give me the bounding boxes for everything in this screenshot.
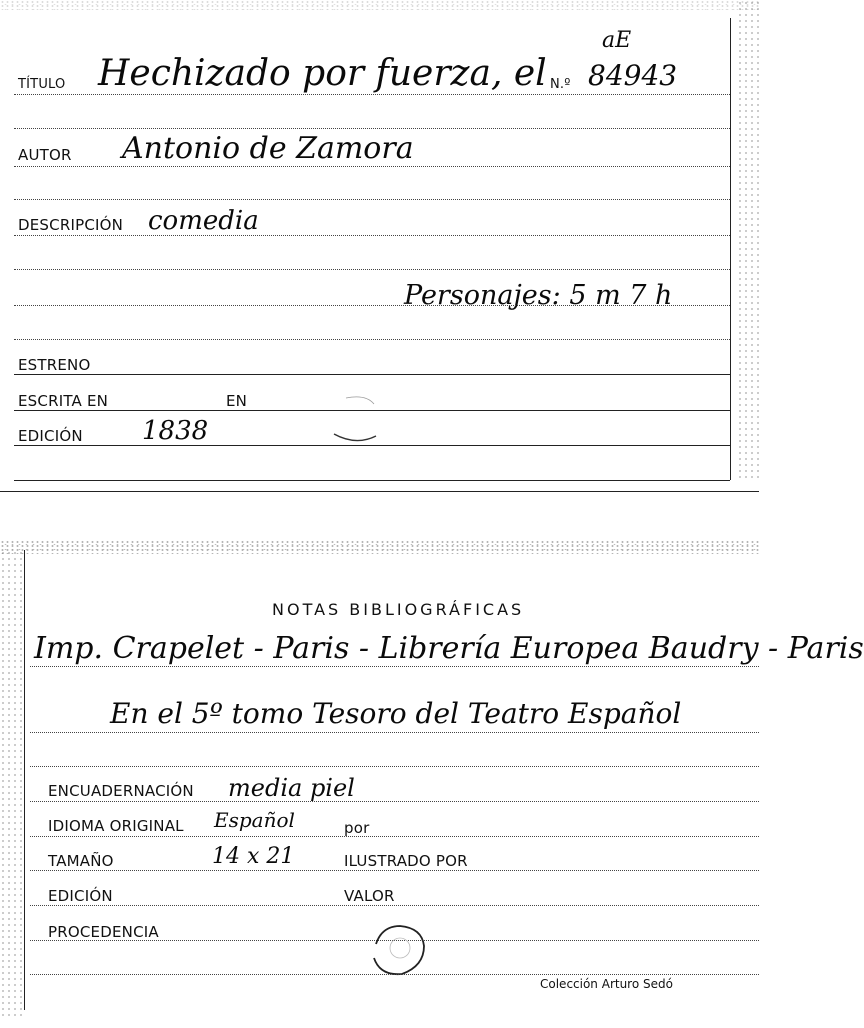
- corner-mark: aE: [602, 28, 632, 53]
- rule: [14, 128, 730, 129]
- notas-heading: NOTAS BIBLIOGRÁFICAS: [272, 600, 525, 619]
- card-edge-texture: [0, 550, 22, 1020]
- collection-credit: Colección Arturo Sedó: [540, 977, 673, 991]
- escrita-label: ESCRITA EN: [18, 392, 109, 410]
- numero-label: N.º: [550, 77, 571, 92]
- autor-line: [14, 166, 730, 167]
- idioma-line: [30, 836, 759, 837]
- front-card: [0, 0, 759, 492]
- card-top-texture: [0, 540, 759, 554]
- autor-label: AUTOR: [18, 146, 72, 164]
- note-line-2: En el 5º tomo Tesoro del Teatro Español: [110, 697, 682, 730]
- personajes-note: Personajes: 5 m 7 h: [404, 280, 673, 311]
- tamano-line: [30, 870, 759, 871]
- card-right-border: [730, 18, 731, 480]
- descripcion-line: [14, 235, 730, 236]
- encuadernacion-label: ENCUADERNACIÓN: [48, 782, 194, 800]
- titulo-label: TÍTULO: [18, 77, 66, 92]
- estreno-line: [14, 374, 730, 375]
- back-card: [0, 540, 864, 1028]
- edicion-label: EDICIÓN: [18, 427, 83, 445]
- edicion-line: [30, 905, 759, 906]
- encuadernacion-value: media piel: [228, 774, 355, 802]
- edicion-value: 1838: [142, 416, 209, 446]
- card-left-border: [24, 550, 25, 1010]
- rule: [30, 974, 759, 975]
- rule: [14, 305, 730, 306]
- descripcion-label: DESCRIPCIÓN: [18, 216, 124, 234]
- valor-label: VALOR: [344, 887, 395, 905]
- edicion-label: EDICIÓN: [48, 887, 113, 905]
- card-bottom-edge: [0, 491, 759, 492]
- rule: [14, 339, 730, 340]
- estreno-label: ESTRENO: [18, 356, 91, 374]
- por-label: por: [344, 819, 370, 837]
- faint-stamp-icon: [326, 392, 386, 446]
- note-line-1: Imp. Crapelet - Paris - Librería Europea Baudry - Paris: [34, 631, 864, 666]
- tamano-value: 14 x 21: [212, 844, 295, 869]
- encuadernacion-line: [30, 801, 759, 802]
- card-bottom-border: [14, 480, 730, 481]
- en-label: EN: [226, 392, 248, 410]
- descripcion-value: comedia: [148, 206, 259, 236]
- procedencia-label: PROCEDENCIA: [48, 923, 159, 941]
- card-edge-texture: [737, 0, 759, 480]
- autor-value: Antonio de Zamora: [122, 131, 414, 166]
- ink-stamp-icon: [366, 920, 432, 980]
- numero-value: 84943: [588, 59, 678, 92]
- rule: [14, 199, 730, 200]
- rule: [30, 766, 759, 767]
- titulo-line: [14, 94, 730, 95]
- idioma-value: Español: [214, 808, 295, 832]
- rule: [30, 732, 759, 733]
- idioma-label: IDIOMA ORIGINAL: [48, 817, 184, 835]
- tamano-label: TAMAÑO: [48, 852, 114, 870]
- ilustrado-label: ILUSTRADO POR: [344, 852, 468, 870]
- rule: [14, 269, 730, 270]
- titulo-value: Hechizado por fuerza, el: [98, 53, 547, 94]
- card-top-texture: [0, 0, 759, 10]
- rule: [30, 666, 759, 667]
